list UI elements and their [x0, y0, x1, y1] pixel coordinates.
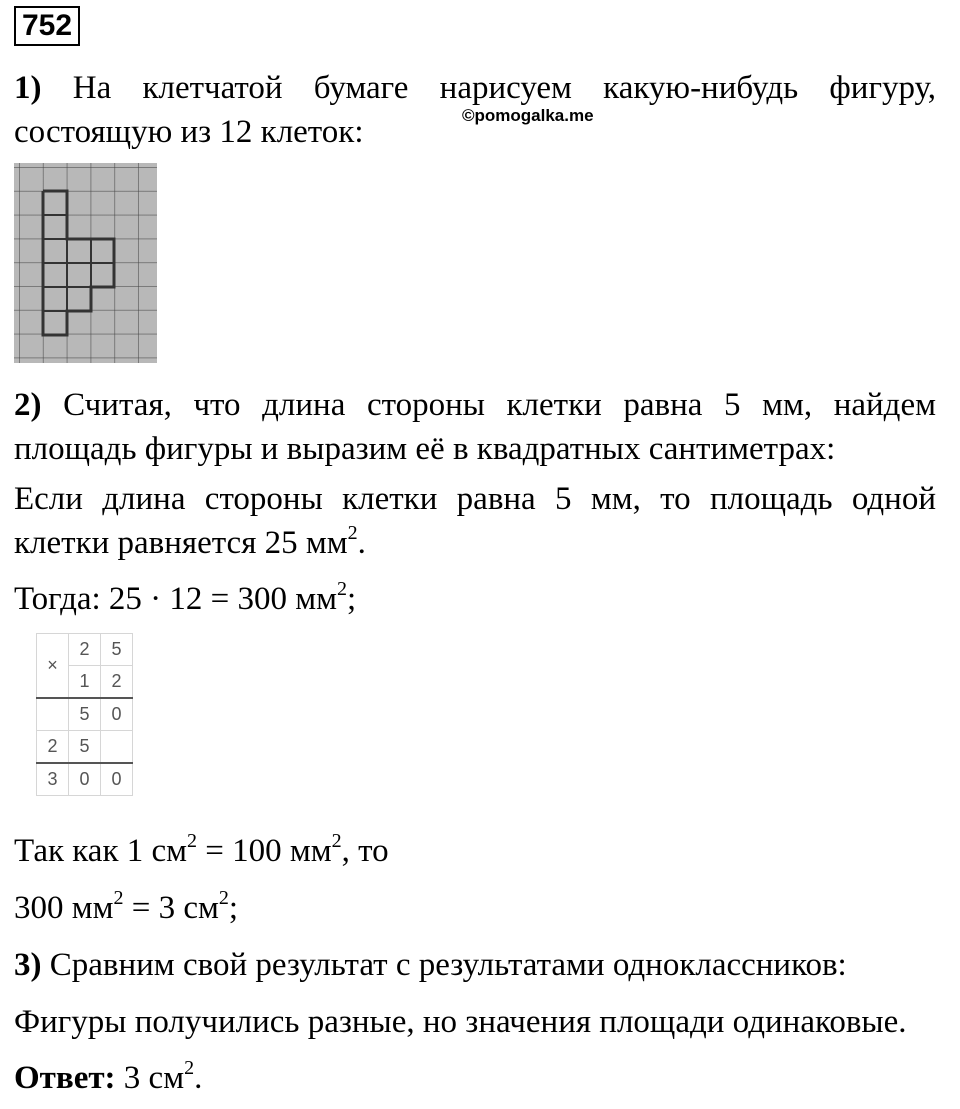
calc-cell: 2	[37, 731, 69, 764]
part1-label: 1)	[14, 70, 42, 106]
then-line	[14, 577, 936, 621]
calc-cell: 2	[69, 634, 101, 666]
calc-cell	[101, 731, 133, 764]
punctuation: .	[357, 525, 366, 561]
punctuation: ;	[347, 581, 357, 617]
watermark: ©pomogalka.me	[462, 106, 594, 125]
since-text-b: = 100 мм	[197, 833, 332, 869]
answer-line	[14, 1056, 936, 1100]
since-text-a: Так как 1 см	[14, 833, 188, 869]
part1-text2: состоящую из 12 клеток:	[14, 114, 364, 150]
punctuation: .	[194, 1060, 203, 1096]
calc-cell: 3	[37, 763, 69, 796]
part2-paragraph	[14, 383, 936, 471]
calc-cell: 2	[101, 666, 133, 699]
superscript: 2	[113, 887, 124, 909]
column-multiplication	[36, 633, 133, 796]
calc-cell: 0	[101, 698, 133, 731]
part2-text: Считая, что длина стороны клетки равна 5 мм, найдем площадь фигуры и выразим её в квадратных сантиметрах:	[14, 387, 937, 467]
answer-value: 3 см	[115, 1060, 185, 1096]
conv-text-b: = 3 см	[123, 890, 219, 926]
result-line: Фигуры получились разные, но значения площади одинаковые.	[14, 1004, 907, 1040]
since-text-c: , то	[341, 833, 389, 869]
grid-figure-image	[14, 163, 157, 363]
superscript: 2	[331, 830, 342, 852]
part2-label: 2)	[14, 387, 42, 423]
task-number: 752	[14, 6, 80, 46]
calc-cell	[37, 698, 69, 731]
superscript: 2	[184, 1057, 195, 1079]
superscript: 2	[337, 578, 348, 600]
calc-cell: 5	[69, 698, 101, 731]
then-text: Тогда: 25 · 12 = 300 мм	[14, 581, 338, 617]
calc-cell: 1	[69, 666, 101, 699]
part3-label: 3)	[14, 947, 42, 983]
superscript: 2	[218, 887, 229, 909]
answer-label: Ответ:	[14, 1060, 116, 1096]
part3-text: Сравним свой результат с результатами одноклассников:	[41, 947, 847, 983]
multiply-sign: ×	[37, 634, 69, 699]
cell-area-text: Если длина стороны клетки равна 5 мм, то площадь одной клетки равняется 25 мм	[14, 481, 936, 561]
conversion-line	[14, 886, 936, 930]
superscript: 2	[187, 830, 198, 852]
cell-area-paragraph	[14, 477, 936, 565]
calc-cell: 0	[101, 763, 133, 796]
calc-cell: 0	[69, 763, 101, 796]
part1-text: На клетчатой бумаге нарисуем какую-нибудь фигуру,	[72, 70, 936, 106]
calc-cell: 5	[101, 634, 133, 666]
figure-outline	[14, 163, 157, 363]
part3-paragraph	[14, 943, 936, 987]
since-line	[14, 829, 936, 873]
conv-text-a: 300 мм	[14, 890, 114, 926]
calc-cell: 5	[69, 731, 101, 764]
superscript: 2	[347, 522, 358, 544]
conv-text-c: ;	[228, 890, 239, 926]
